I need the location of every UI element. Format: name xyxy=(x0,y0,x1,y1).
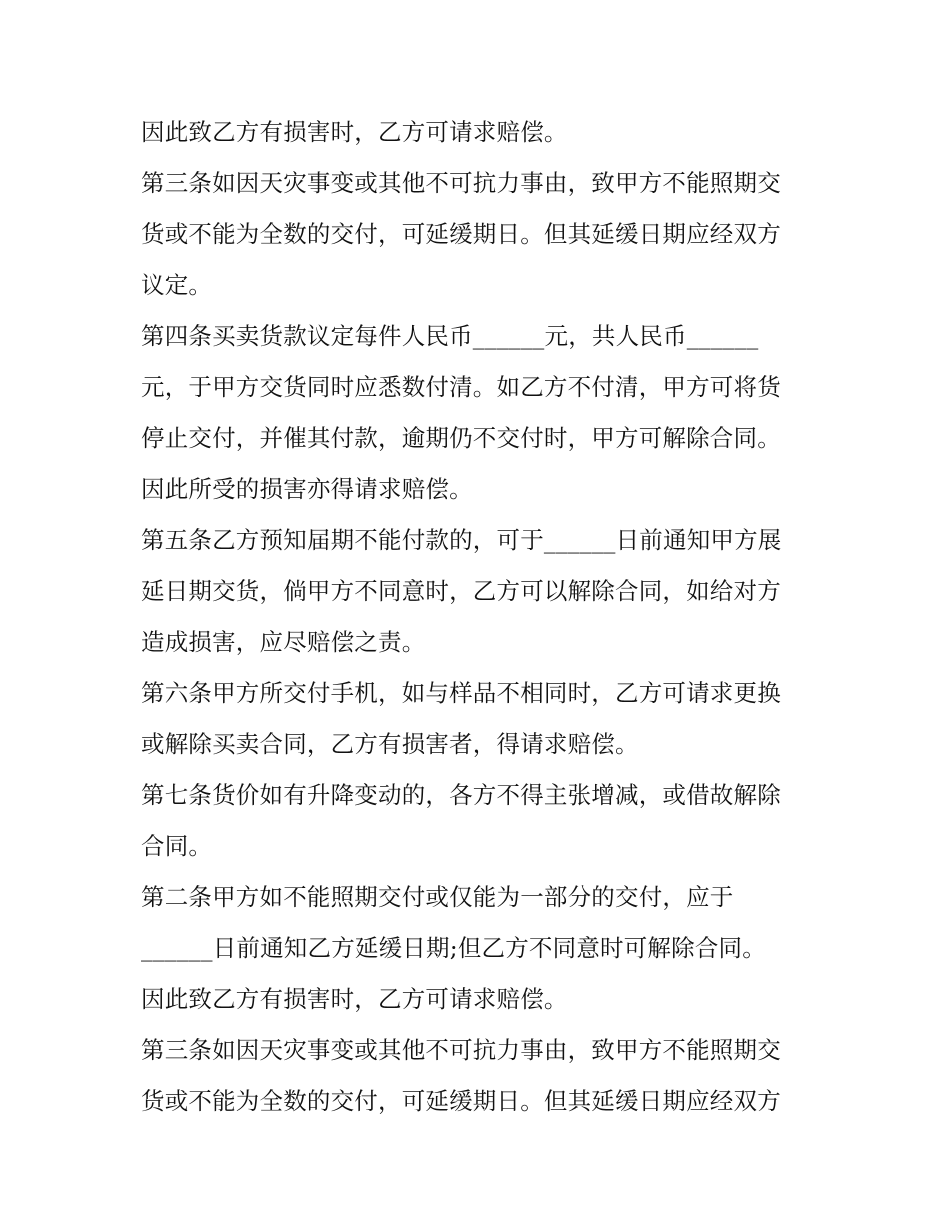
text-line: 货或不能为全数的交付，可延缓期日。但其延缓日期应经双方 xyxy=(141,220,781,248)
text-line: 议定。 xyxy=(141,271,213,299)
text-line: 或解除买卖合同，乙方有损害者，得请求赔偿。 xyxy=(141,730,639,758)
text-line: 停止交付，并催其付款，逾期仍不交付时，甲方可解除合同。 xyxy=(141,424,781,452)
text-line: 第三条如因天灾事变或其他不可抗力事由，致甲方不能照期交 xyxy=(141,169,781,197)
text-line: 延日期交货，倘甲方不同意时，乙方可以解除合同，如给对方 xyxy=(141,577,781,605)
text-line: 因此所受的损害亦得请求赔偿。 xyxy=(141,475,473,503)
text-line: 第六条甲方所交付手机，如与样品不相同时，乙方可请求更换 xyxy=(141,679,781,707)
text-line: 造成损害，应尽赔偿之责。 xyxy=(141,628,426,656)
text-line: ______日前通知乙方延缓日期;但乙方不同意时可解除合同。 xyxy=(141,934,766,962)
text-line: 货或不能为全数的交付，可延缓期日。但其延缓日期应经双方 xyxy=(141,1087,781,1115)
text-line: 第五条乙方预知届期不能付款的，可于______日前通知甲方展 xyxy=(141,526,782,554)
text-line: 第七条货价如有升降变动的，各方不得主张增减，或借故解除 xyxy=(141,781,781,809)
text-line: 合同。 xyxy=(141,832,213,860)
text-line: 因此致乙方有损害时，乙方可请求赔偿。 xyxy=(141,118,568,146)
document-body xyxy=(141,107,831,1127)
text-line: 因此致乙方有损害时，乙方可请求赔偿。 xyxy=(141,985,568,1013)
text-line: 第二条甲方如不能照期交付或仅能为一部分的交付，应于 xyxy=(141,883,734,911)
text-line: 第四条买卖货款议定每件人民币______元，共人民币______ xyxy=(141,322,759,350)
text-line: 第三条如因天灾事变或其他不可抗力事由，致甲方不能照期交 xyxy=(141,1036,781,1064)
text-line: 元，于甲方交货同时应悉数付清。如乙方不付清，甲方可将货 xyxy=(141,373,781,401)
